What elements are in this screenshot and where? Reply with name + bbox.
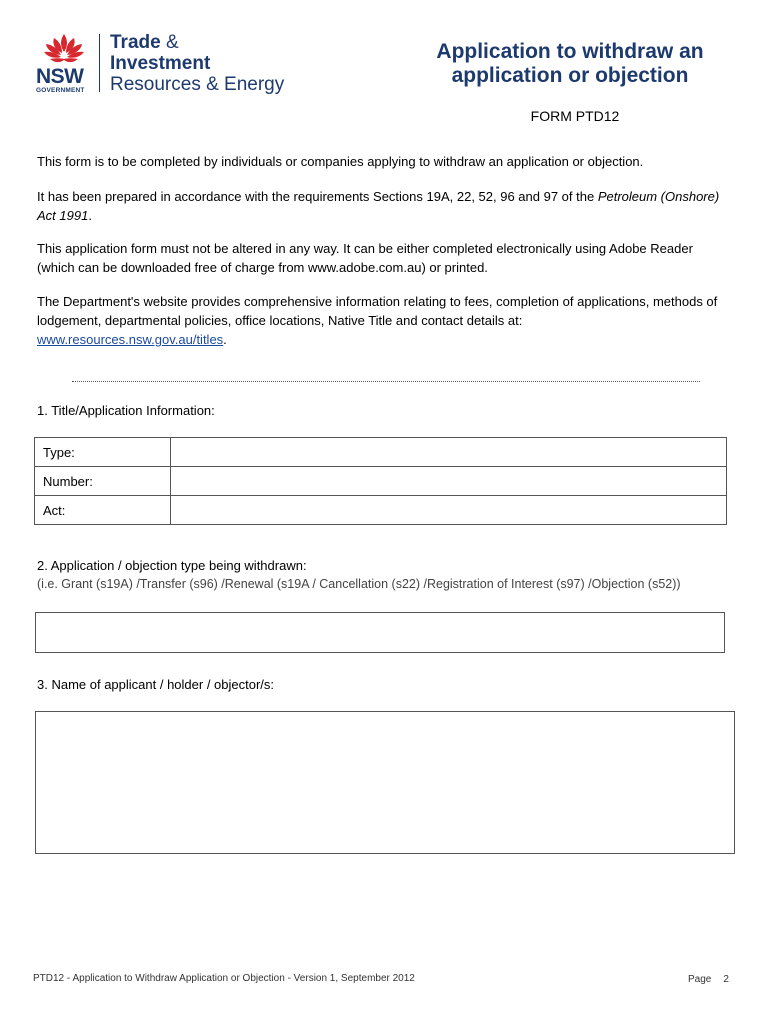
withdrawn-type-field[interactable] xyxy=(35,612,725,653)
logo-divider xyxy=(99,34,100,92)
page-title: Application to withdraw an application or objection xyxy=(436,40,704,87)
page-number xyxy=(688,974,729,985)
logo-government-text: GOVERNMENT xyxy=(36,87,85,94)
table-row xyxy=(35,438,727,467)
intro-p2-text: It has been prepared in accordance with the requirements Sections 19A, 22, 52, 96 and 97 of the xyxy=(37,189,598,204)
applicant-name-field[interactable] xyxy=(35,711,735,854)
logo-resources: Resources & Energy xyxy=(110,74,285,95)
table-row xyxy=(35,496,727,525)
act-field[interactable] xyxy=(171,496,727,525)
section-2-heading: 2. Application / objection type being withdrawn: xyxy=(37,558,307,573)
footer-text: PTD12 - Application to Withdraw Application or Objection - Version 1, September 2012 xyxy=(33,973,415,984)
page-number-value: 2 xyxy=(723,974,729,985)
logo-brand-text xyxy=(110,32,284,95)
logo-amp: & xyxy=(165,32,179,53)
intro-p2-end: . xyxy=(88,208,92,223)
form-code: FORM PTD12 xyxy=(530,108,620,124)
act-name: Petroleum (Onshore) Act 1991 xyxy=(37,189,720,223)
waratah-icon xyxy=(40,32,88,66)
logo-trade: Trade xyxy=(110,32,161,53)
table-row xyxy=(35,467,727,496)
page-label: Page xyxy=(688,974,712,985)
intro-paragraph-3: This application form must not be altered in any way. It can be either completed electronically using Adobe Reader (which can be downloaded free of charge from www.adobe.com.au) or printed. xyxy=(37,241,693,275)
section-3-heading: 3. Name of applicant / holder / objector/s: xyxy=(37,677,275,692)
intro-p4-text: The Department's website provides comprehensive information relating to fees, completion of applications, methods of lodgement, departmental policies, office locations, Native Title and contact details at: xyxy=(37,294,718,328)
logo-investment: Investment xyxy=(110,53,211,74)
nsw-trade-investment-logo xyxy=(36,32,296,98)
logo-nsw-text: NSW xyxy=(36,65,84,88)
section-1-heading: 1. Title/Application Information: xyxy=(37,403,215,418)
title-information-table xyxy=(34,437,727,525)
act-label: Act: xyxy=(35,496,171,525)
number-label: Number: xyxy=(35,467,171,496)
titles-website-link[interactable]: www.resources.nsw.gov.au/titles xyxy=(37,332,224,347)
type-field[interactable] xyxy=(171,438,727,467)
section-2-hint: (i.e. Grant (s19A) /Transfer (s96) /Renewal (s19A / Cancellation (s22) /Registration of Interest (s97) /Objection (s52)) xyxy=(37,577,681,591)
section-divider xyxy=(72,381,700,382)
number-field[interactable] xyxy=(171,467,727,496)
intro-paragraph-2 xyxy=(37,187,727,225)
intro-paragraph-1: This form is to be completed by individuals or companies applying to withdraw an application or objection. xyxy=(37,154,644,169)
intro-paragraph-4 xyxy=(37,292,727,349)
intro-p4-end: . xyxy=(223,332,227,347)
type-label: Type: xyxy=(35,438,171,467)
